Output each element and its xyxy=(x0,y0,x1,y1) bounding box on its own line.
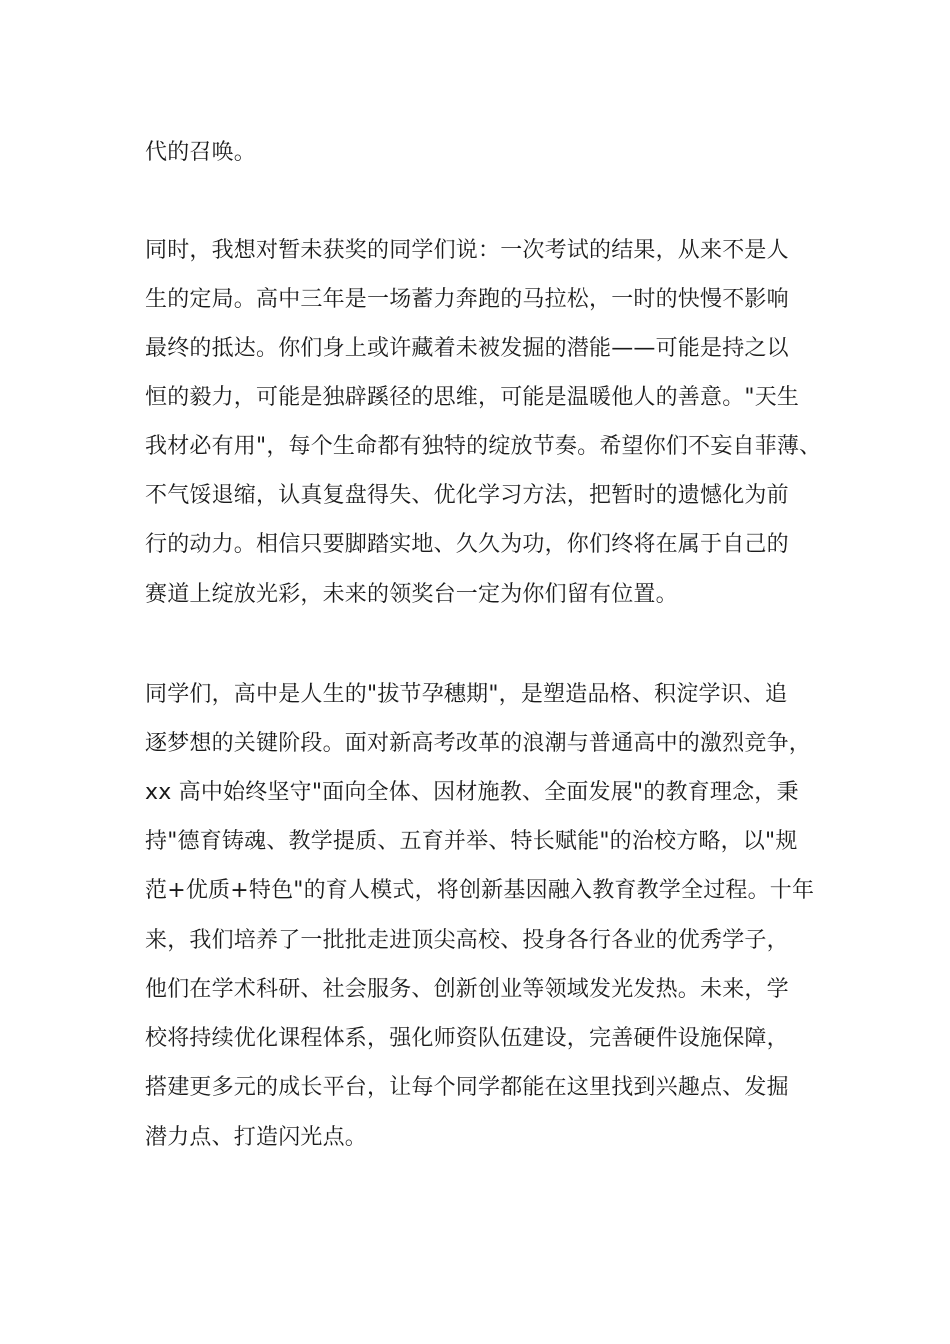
paragraph-3-line-10: 潜力点、打造闪光点。 xyxy=(145,1125,368,1150)
paragraph-3-line-2: 逐梦想的关键阶段。面对新高考改革的浪潮与普通高中的激烈竞争， xyxy=(145,731,812,756)
paragraph-3-line-5: 范+优质+特色"的育人模式，将创新基因融入教育教学全过程。十年 xyxy=(145,878,815,903)
paragraph-3-line-3: xx 高中始终坚守"面向全体、因材施教、全面发展"的教育理念，秉 xyxy=(145,780,799,805)
paragraph-3-line-6: 来，我们培养了一批批走进顶尖高校、投身各行各业的优秀学子， xyxy=(145,928,789,953)
paragraph-3-line-9: 搭建更多元的成长平台，让每个同学都能在这里找到兴趣点、发掘 xyxy=(145,1075,789,1100)
paragraph-2-line-4: 恒的毅力，可能是独辟蹊径的思维，可能是温暖他人的善意。"天生 xyxy=(145,385,800,410)
paragraph-1-line-1: 代的召唤。 xyxy=(145,140,257,165)
paragraph-2-line-2: 生的定局。高中三年是一场蓄力奔跑的马拉松，一时的快慢不影响 xyxy=(145,287,789,312)
paragraph-3-line-1: 同学们，高中是人生的"拔节孕穗期"，是塑造品格、积淀学识、追 xyxy=(145,682,788,707)
paragraph-2-line-3: 最终的抵达。你们身上或许藏着未被发掘的潜能——可能是持之以 xyxy=(145,336,789,361)
paragraph-3-line-8: 校将持续优化课程体系，强化师资队伍建设，完善硬件设施保障， xyxy=(145,1026,789,1051)
paragraph-2-line-5: 我材必有用"，每个生命都有独特的绽放节奏。希望你们不妄自菲薄、 xyxy=(145,434,822,459)
paragraph-3-line-4: 持"德育铸魂、教学提质、五育并举、特长赋能"的治校方略，以"规 xyxy=(145,829,798,854)
paragraph-2-line-8: 赛道上绽放光彩，未来的领奖台一定为你们留有位置。 xyxy=(145,582,678,607)
paragraph-3-line-7: 他们在学术科研、社会服务、创新创业等领域发光发热。未来，学 xyxy=(145,977,789,1002)
paragraph-2-line-6: 不气馁退缩，认真复盘得失、优化学习方法，把暂时的遗憾化为前 xyxy=(145,483,789,508)
paragraph-2-line-7: 行的动力。相信只要脚踏实地、久久为功，你们终将在属于自己的 xyxy=(145,532,789,557)
paragraph-2-line-1: 同时，我想对暂未获奖的同学们说：一次考试的结果，从来不是人 xyxy=(145,238,789,263)
